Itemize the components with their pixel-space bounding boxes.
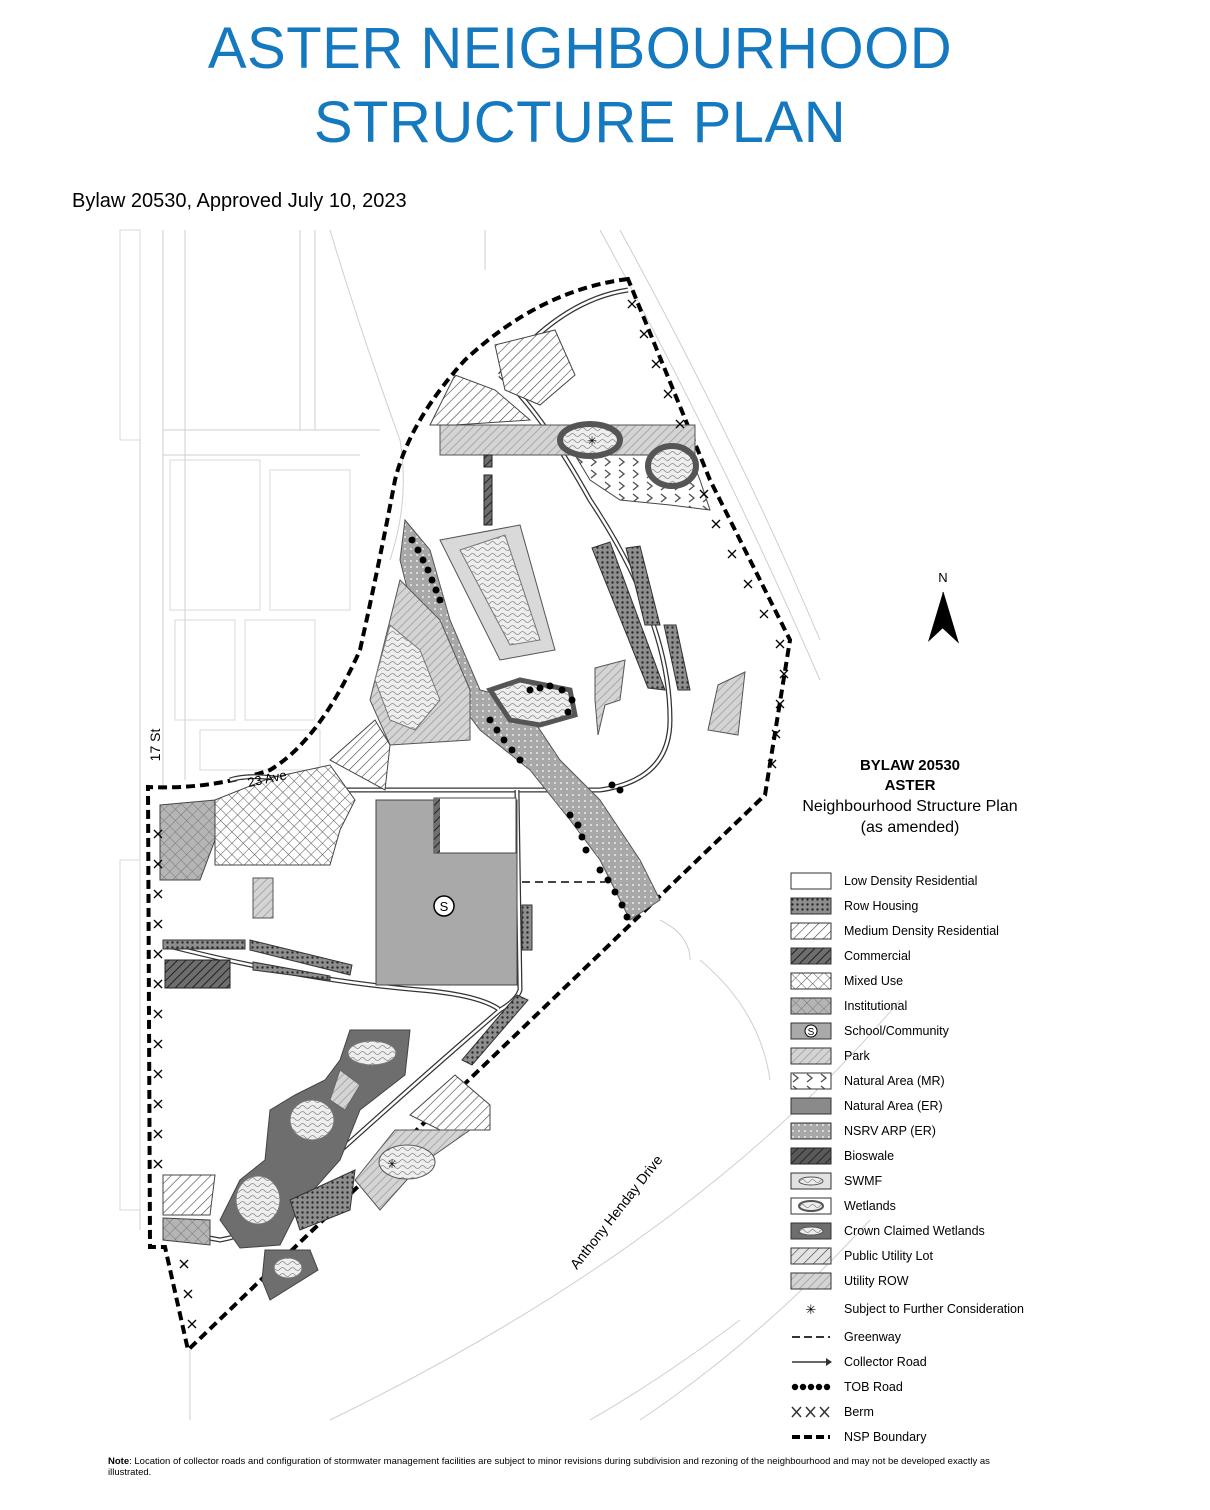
blank-swatch <box>790 872 832 890</box>
wetland-south-2 <box>290 1100 334 1140</box>
legend-label: Utility ROW <box>844 1274 909 1288</box>
park-east <box>708 672 745 735</box>
legend-item-mixed-use <box>790 972 903 990</box>
dark-hatch-swatch <box>790 947 832 965</box>
svg-text:N: N <box>938 570 948 585</box>
legend-label: Commercial <box>844 949 911 963</box>
north-arrow-icon <box>928 570 958 642</box>
chevron-swatch <box>790 1072 832 1090</box>
bioswale-swatch <box>790 1147 832 1165</box>
legend-title-name: ASTER <box>884 777 936 794</box>
legend-label: SWMF <box>844 1174 883 1188</box>
swmf-swatch <box>790 1172 832 1190</box>
commercial <box>165 960 230 988</box>
legend-item-greenway <box>790 1328 901 1346</box>
legend-item-row-housing <box>790 897 918 915</box>
street-17-label: 17 St <box>147 728 163 762</box>
svg-text:✳: ✳ <box>805 1303 817 1318</box>
legend-item-nsrv-arp-er <box>790 1122 936 1140</box>
legend-item-tob-road <box>790 1378 903 1396</box>
legend-item-low-density-residential <box>790 872 977 890</box>
bioswale-2 <box>484 475 492 525</box>
legend-label: Natural Area (ER) <box>844 1099 943 1113</box>
legend-item-park <box>790 1047 870 1065</box>
further-consideration-mark-south: ✳ <box>386 1157 398 1171</box>
asterisk-icon <box>790 1300 832 1318</box>
legend-label: Greenway <box>844 1330 901 1344</box>
heavy-dash-icon <box>790 1428 832 1446</box>
legend-item-collector-road <box>790 1353 927 1371</box>
wetland-south-1 <box>348 1041 396 1065</box>
svg-text:S: S <box>807 1027 815 1038</box>
legend-item-subject-to-further-consideration <box>790 1300 1024 1318</box>
bylaw-subtitle: Bylaw 20530, Approved July 10, 2023 <box>72 190 407 212</box>
medium-density-south <box>410 1075 490 1130</box>
crown-wetland-swatch <box>790 1222 832 1240</box>
crosshatch-swatch <box>790 972 832 990</box>
legend-item-utility-row <box>790 1272 909 1290</box>
row-housing-school-east <box>522 905 532 950</box>
wetland-swatch <box>790 1197 832 1215</box>
legend-label: Mixed Use <box>844 974 904 988</box>
legend-label: Wetlands <box>844 1199 896 1213</box>
legend-item-bioswale <box>790 1147 894 1165</box>
legend-item-institutional <box>790 997 907 1015</box>
legend-item-medium-density-residential <box>790 922 999 940</box>
dot-line-icon <box>790 1378 832 1396</box>
medium-density-north <box>495 330 575 405</box>
avenue-23-label: 23 Ave <box>246 767 288 791</box>
legend-label: Low Density Residential <box>844 874 978 888</box>
legend-label: Public Utility Lot <box>844 1249 933 1263</box>
dashed-line-icon <box>790 1328 832 1346</box>
dotted-swatch <box>790 897 832 915</box>
legend-title-amended: (as amended) <box>860 819 960 836</box>
legend-label: Natural Area (MR) <box>844 1074 945 1088</box>
institutional-southwest <box>163 1218 210 1245</box>
hatch-swatch <box>790 922 832 940</box>
school-symbol: S <box>439 899 449 914</box>
grey-dots-swatch <box>790 1122 832 1140</box>
grey-swatch <box>790 1097 832 1115</box>
legend-item-commercial <box>790 947 911 965</box>
legend-label: Bioswale <box>844 1149 895 1163</box>
wetland-south-3 <box>236 1176 280 1224</box>
utility-lot-swatch <box>790 1247 832 1265</box>
page-title-line-1: ASTER NEIGHBOURHOOD <box>207 16 953 81</box>
legend-title-plan: Neighbourhood Structure Plan <box>802 798 1018 815</box>
public-utility-lot <box>434 798 516 853</box>
x-line-icon <box>790 1403 832 1421</box>
legend-title-bylaw: BYLAW 20530 <box>859 757 961 774</box>
legend-label: TOB Road <box>844 1380 903 1394</box>
legend-label: Collector Road <box>844 1355 927 1369</box>
legend-item-nsp-boundary <box>790 1428 926 1446</box>
legend-label: Row Housing <box>844 899 919 913</box>
school-swatch <box>790 1022 832 1040</box>
page-title-line-2: STRUCTURE PLAN <box>313 90 847 155</box>
map-note: Note: Location of collector roads and configuration of stormwater management facilities are subject to minor revisions during subdivision and rezoning of the neighbourhood and may not be developed exactly as illustrated. <box>108 1456 990 1478</box>
legend-label: Berm <box>844 1405 874 1419</box>
legend-label: NSP Boundary <box>844 1430 927 1444</box>
medium-density-southwest <box>163 1175 215 1215</box>
park-central-east <box>595 660 625 735</box>
legend-item-berm <box>790 1403 874 1421</box>
legend-item-crown-claimed-wetlands <box>790 1222 985 1240</box>
legend-label: Crown Claimed Wetlands <box>844 1224 985 1238</box>
arrow-line-icon <box>790 1353 832 1371</box>
legend-item-natural-area-er <box>790 1097 943 1115</box>
park-swatch <box>790 1047 832 1065</box>
grey-crosshatch-swatch <box>790 997 832 1015</box>
legend-label: School/Community <box>844 1024 949 1038</box>
legend-label: Subject to Further Consideration <box>844 1302 1024 1316</box>
legend-item-swmf <box>790 1172 882 1190</box>
legend-item-public-utility-lot <box>790 1247 933 1265</box>
park-west <box>253 878 273 918</box>
legend-item-natural-area-mr <box>790 1072 945 1090</box>
legend-label: NSRV ARP (ER) <box>844 1124 936 1138</box>
legend-label: Park <box>844 1049 870 1063</box>
legend-label: Medium Density Residential <box>844 924 999 938</box>
further-consideration-mark-north: ✳ <box>586 434 598 448</box>
legend-item-wetlands <box>790 1197 896 1215</box>
henday-label: Anthony Henday Drive <box>566 1151 666 1273</box>
bioswale-1 <box>484 455 492 467</box>
row-housing-west-1 <box>163 940 245 949</box>
wetland-northeast <box>648 446 696 486</box>
legend-item-school-community <box>790 1022 949 1040</box>
legend-label: Institutional <box>844 999 908 1013</box>
institutional-west <box>160 800 215 880</box>
utility-row-swatch <box>790 1272 832 1290</box>
